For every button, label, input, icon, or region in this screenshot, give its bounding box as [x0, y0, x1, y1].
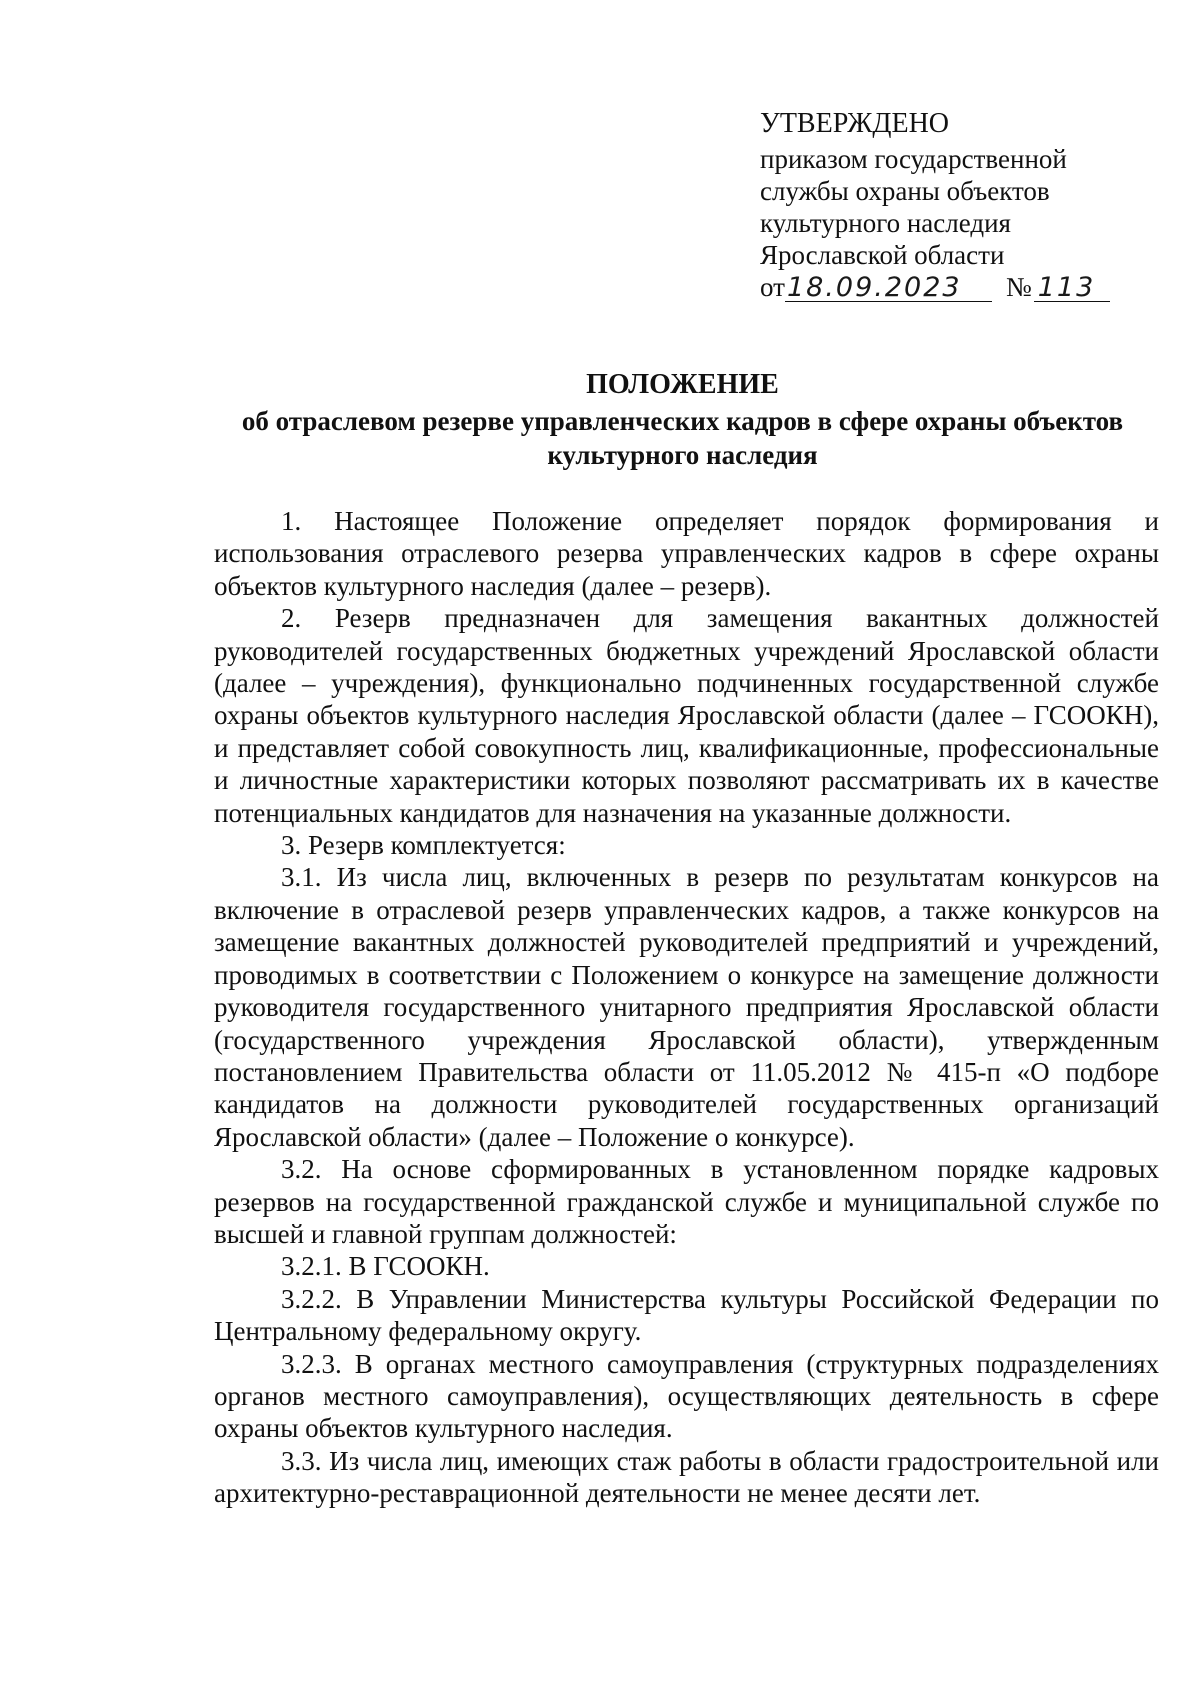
- paragraph-3-3: 3.3. Из числа лиц, имеющих стаж работы в области градостроительной или архитектурно-реставрационной деятельности не менее десяти лет.: [214, 1445, 1159, 1509]
- paragraph-3-2-1: 3.2.1. В ГСООКН.: [281, 1251, 490, 1282]
- approval-stamp: [760, 108, 1160, 303]
- document-subtitle: культурного наследия: [547, 440, 818, 470]
- paragraph-3-2-2: 3.2.2. В Управлении Министерства культуры Российской Федерации по Центральному федеральному округу.: [214, 1283, 1159, 1347]
- document-subtitle: об отраслевом резерве управленческих кадров в сфере охраны объектов: [241, 406, 1124, 436]
- approval-date: 18.09.2023: [785, 275, 992, 302]
- approval-line: культурного наследия: [760, 208, 1011, 238]
- approval-line: приказом государственной: [760, 144, 1067, 174]
- document-title-block: [210, 368, 1155, 472]
- approval-heading: УТВЕРЖДЕНО: [760, 108, 950, 139]
- paragraph-2: 2. Резерв предназначен для замещения вакантных должностей руководителей государственных бюджетных учреждений Ярославской области (далее – учреждения), функционально подчиненных государственной службе охраны объектов культурного наследия Ярославской области (далее – ГСООКН), и представляет собой совокупность лиц, квалификационные, профессиональные и личностные характеристики которых позволяют рассматривать их в качестве потенциальных кандидатов для назначения на указанные должности.: [214, 603, 1159, 828]
- paragraph-3-2: 3.2. На основе сформированных в установленном порядке кадровых резервов на государственной гражданской службе и муниципальной службе по высшей и главной группам должностей:: [214, 1154, 1159, 1249]
- paragraph-3-1: 3.1. Из числа лиц, включенных в резерв по результатам конкурсов на включение в отраслевой резерв управленческих кадров, а также конкурсов на замещение вакантных должностей руководителей предприятий и учреждений, проводимых в соответствии с Положением о конкурсе на замещение должности руководителя государственного унитарного предприятия Ярославской области (государственного учреждения Ярославской области), утвержденным постановлением Правительства области от 11.05.2012 № 415-п «О подборе кандидатов на должности руководителей государственных организаций Ярославской области» (далее – Положение о конкурсе).: [214, 862, 1159, 1152]
- approval-line: службы охраны объектов: [760, 176, 1050, 206]
- date-prefix: от: [760, 272, 785, 302]
- approval-line: Ярославской области: [760, 240, 1005, 270]
- paragraph-3: 3. Резерв комплектуется:: [281, 830, 566, 861]
- approval-date-line: [760, 271, 1160, 303]
- paragraph-1: 1. Настоящее Положение определяет порядок формирования и использования отраслевого резерва управленческих кадров в сфере охраны объектов культурного наследия (далее – резерв).: [214, 506, 1159, 601]
- number-sign: №: [1005, 272, 1032, 302]
- document-body: [214, 505, 1159, 1510]
- document-title: ПОЛОЖЕНИЕ: [586, 369, 779, 400]
- paragraph-3-2-3: 3.2.3. В органах местного самоуправления (структурных подразделениях органов местного самоуправления), осуществляющих деятельность в сфере охраны объектов культурного наследия.: [214, 1348, 1159, 1444]
- approval-number: 113: [1034, 275, 1110, 302]
